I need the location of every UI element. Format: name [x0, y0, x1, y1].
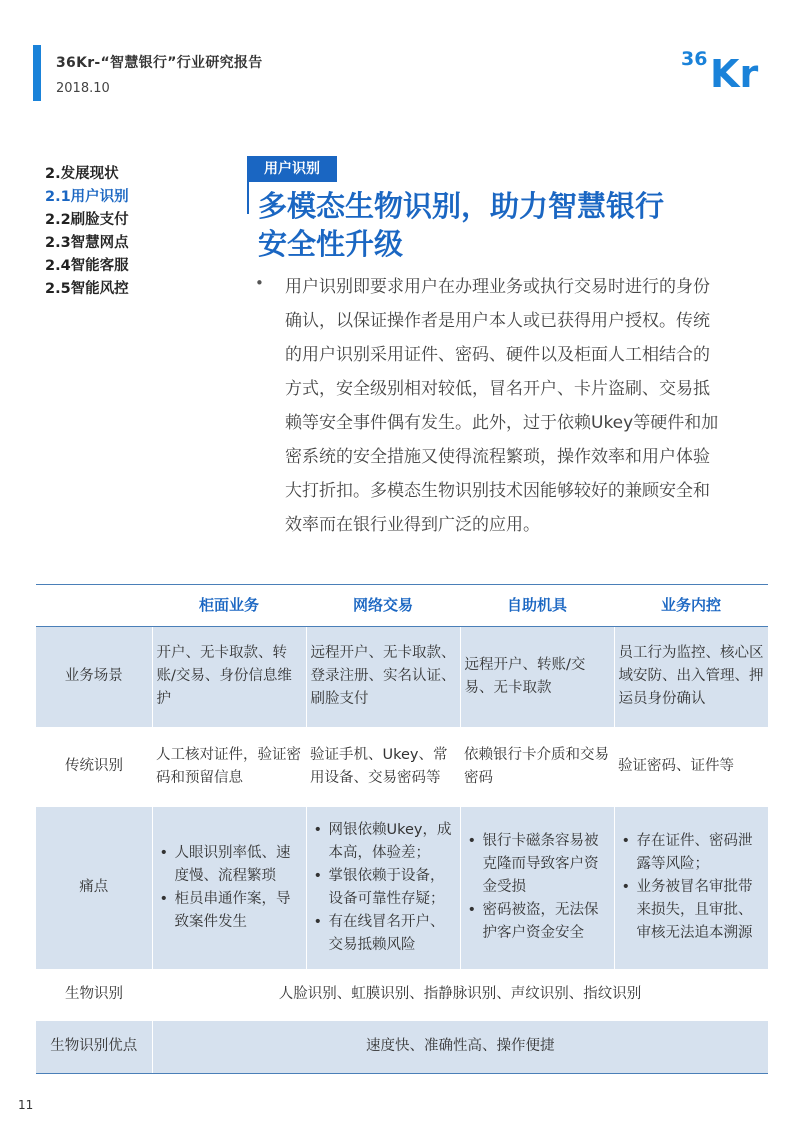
- column-header-online: 网络交易: [306, 585, 460, 627]
- row-label: 传统识别: [36, 727, 152, 807]
- toc-item-user-identification[interactable]: 2.1用户识别: [45, 189, 129, 205]
- table-row-traditional: [36, 727, 768, 807]
- logo-text-36: 36: [681, 48, 708, 70]
- comparison-table: [36, 584, 768, 1074]
- bullet-list: [619, 830, 765, 945]
- report-title: 36Kr-“智慧银行”行业研究报告: [56, 55, 263, 71]
- section-tag-line: [247, 182, 249, 214]
- row-label: 生物识别优点: [36, 1021, 152, 1074]
- toc-item-smart-service[interactable]: 2.4智能客服: [45, 258, 129, 274]
- table-cell: 验证密码、证件等: [614, 727, 768, 807]
- table-cell: [460, 807, 614, 969]
- bullet-list: [311, 819, 456, 957]
- list-item: • 存在证件、密码泄露等风险；: [619, 830, 765, 876]
- bullet-icon: •: [255, 274, 264, 292]
- 36kr-logo: [680, 40, 764, 92]
- page-number: 11: [18, 1098, 34, 1112]
- column-header-self-service: 自助机具: [460, 585, 614, 627]
- row-label: 生物识别: [36, 969, 152, 1021]
- table-cell-merged: 速度快、准确性高、操作便捷: [152, 1021, 768, 1074]
- toc-item-risk-control[interactable]: 2.5智能风控: [45, 281, 129, 297]
- table-cell: 员工行为监控、核心区域安防、出入管理、押运员身份确认: [614, 627, 768, 727]
- heading-line-1: 多模态生物识别，助力智慧银行: [258, 189, 665, 223]
- list-item: • 人眼识别率低、速度慢、流程繁琐: [157, 842, 302, 888]
- table-row-pain-points: [36, 807, 768, 969]
- list-item: • 业务被冒名审批带来损失，且审批、审核无法追本溯源: [619, 876, 765, 945]
- table-cell-merged: 人脸识别、虹膜识别、指静脉识别、声纹识别、指纹识别: [152, 969, 768, 1021]
- list-item: • 网银依赖Ukey，成本高，体验差；: [311, 819, 456, 865]
- table-cell: 远程开户、无卡取款、登录注册、实名认证、刷脸支付: [306, 627, 460, 727]
- list-item: • 掌银依赖于设备，设备可靠性存疑；: [311, 865, 456, 911]
- table-cell: 验证手机、Ukey、常用设备、交易密码等: [306, 727, 460, 807]
- table-row-biometric-advantages: [36, 1021, 768, 1074]
- column-header-counter: 柜面业务: [152, 585, 306, 627]
- table-cell: 远程开户、转账/交易、无卡取款: [460, 627, 614, 727]
- heading-line-2: 安全性升级: [258, 227, 404, 261]
- paragraph-text: 用户识别即要求用户在办理业务或执行交易时进行的身份确认，以保证操作者是用户本人或已获得用户授权。传统的用户识别采用证件、密码、硬件以及柜面人工相结合的方式，安全级别相对较低，冒名开户、卡片盗刷、交易抵赖等安全事件偶有发生。此外，过于依赖Ukey等硬件和加密系统的安全措施又使得流程繁琐，操作效率和用户体验大打折扣。多模态生物识别技术因能够较好的兼顾安全和效率而在银行业得到广泛的应用。: [285, 277, 719, 535]
- table-cell: [152, 807, 306, 969]
- column-header-internal-control: 业务内控: [614, 585, 768, 627]
- table-row-scene: [36, 627, 768, 727]
- logo-text-kr: Kr: [710, 52, 759, 92]
- table-cell: [614, 807, 768, 969]
- table-row-biometrics: [36, 969, 768, 1021]
- row-label: 业务场景: [36, 627, 152, 727]
- table-header-row: [36, 585, 768, 627]
- row-label: 痛点: [36, 807, 152, 969]
- section-nav: [45, 163, 165, 301]
- header-empty-cell: [36, 585, 152, 627]
- section-heading: [258, 187, 758, 263]
- report-date: 2018.10: [56, 81, 110, 96]
- list-item: • 有在线冒名开户、交易抵赖风险: [311, 911, 456, 957]
- table-cell: 开户、无卡取款、转账/交易、身份信息维护: [152, 627, 306, 727]
- toc-item-smart-branch[interactable]: 2.3智慧网点: [45, 235, 129, 251]
- toc-item-face-payment[interactable]: 2.2刷脸支付: [45, 212, 129, 228]
- list-item: • 密码被盗，无法保护客户资金安全: [465, 899, 610, 945]
- bullet-list: [157, 842, 302, 934]
- table-cell: 人工核对证件，验证密码和预留信息: [152, 727, 306, 807]
- list-item: • 柜员串通作案，导致案件发生: [157, 888, 302, 934]
- table-cell: [306, 807, 460, 969]
- toc-item-development[interactable]: 2.发展现状: [45, 166, 119, 182]
- table-cell: 依赖银行卡介质和交易密码: [460, 727, 614, 807]
- bullet-list: [465, 830, 610, 945]
- header-accent-bar: [33, 45, 41, 101]
- list-item: • 银行卡磁条容易被克隆而导致客户资金受损: [465, 830, 610, 899]
- section-tag: 用户识别: [247, 156, 337, 182]
